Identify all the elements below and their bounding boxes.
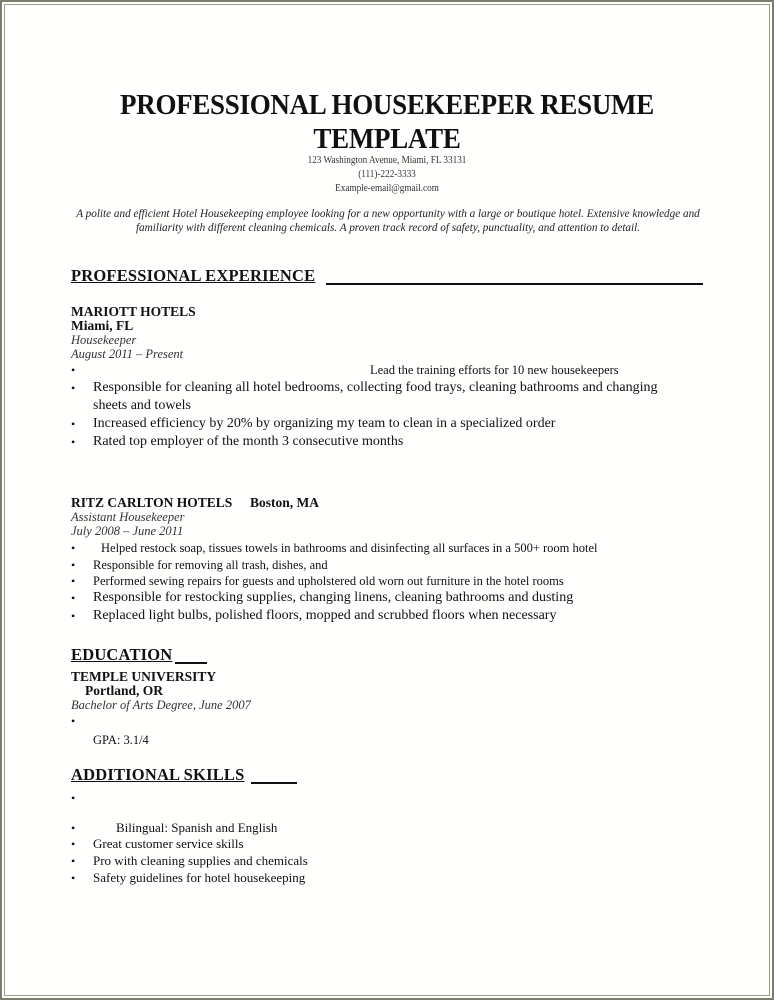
job-role: Assistant Housekeeper <box>71 510 185 524</box>
section-heading-experience <box>71 266 703 286</box>
employer-location: Boston, MA <box>250 495 320 510</box>
bullet-icon: • <box>71 609 76 623</box>
bullet-icon: • <box>71 837 76 851</box>
section-heading-skills <box>71 765 297 785</box>
heading-underline <box>175 662 207 664</box>
section-heading-text: EDUCATION <box>71 645 173 664</box>
gpa: GPA: 3.1/4 <box>93 733 149 747</box>
job-dates: July 2008 – June 2011 <box>71 524 184 538</box>
employer-location: Miami, FL <box>71 318 134 333</box>
professional-summary: A polite and efficient Hotel Housekeeping employee looking for a new opportunity with a large or boutique hotel. Extensive knowledge and familiarity with different cleaning chemicals. A proven track record of safety, punctuality, and attention to detail. <box>76 208 700 234</box>
bullet-icon: • <box>71 871 76 885</box>
bullet-icon: • <box>71 363 76 377</box>
resume-title-line2: TEMPLATE <box>313 123 461 155</box>
degree: Bachelor of Arts Degree, June 2007 <box>71 698 251 712</box>
contact-phone: (111)-222-3333 <box>358 169 416 180</box>
bullet-icon: • <box>71 381 76 395</box>
bullet-icon: • <box>71 574 76 588</box>
bullet-icon: • <box>71 821 76 835</box>
bullet-icon: • <box>71 558 76 572</box>
bullet-icon: • <box>71 541 76 555</box>
contact-email: Example-email@gmail.com <box>335 183 439 194</box>
job-role: Housekeeper <box>71 333 137 347</box>
bullet-icon: • <box>71 435 76 449</box>
school-location: Portland, OR <box>85 683 164 698</box>
heading-underline <box>251 782 297 784</box>
contact-address: 123 Washington Avenue, Miami, FL 33131 <box>307 155 467 166</box>
section-heading-text: ADDITIONAL SKILLS <box>71 765 245 784</box>
employer-name: MARIOTT HOTELS <box>71 304 196 319</box>
employer-name: RITZ CARLTON HOTELS <box>71 495 233 510</box>
school-name: TEMPLE UNIVERSITY <box>71 669 217 684</box>
bullet-icon: • <box>71 791 76 805</box>
bullet-icon: • <box>71 591 76 605</box>
section-heading-text: PROFESSIONAL EXPERIENCE <box>71 266 316 285</box>
bullet-icon: • <box>71 417 76 431</box>
section-heading-education <box>71 645 207 665</box>
bullet-icon: • <box>71 714 76 728</box>
resume-title-line1: PROFESSIONAL HOUSEKEEPER RESUME <box>120 89 654 121</box>
job-dates: August 2011 – Present <box>71 347 184 361</box>
resume-page: PROFESSIONAL HOUSEKEEPER RESUME TEMPLATE 123 Washington Avenue, Miami, FL 33131 (111)-222-3333 Example-email@gmail.com A polite and efficient Hotel Housekeeping employee looking for a new opportunity with a large or boutique hotel. Extensive knowledge and familiarity with different cleaning chemicals. A proven track record of safety, punctuality, and attention to detail. PROFESSIONAL EXPERIENCE MARIOTT HOTELS Miami, FL Housekeeper August 2011 – Present • Lead the training efforts for 10 new housekeepers • Responsible for cleaning all hotel bedrooms, collecting food trays, cleaning bathrooms and changing sheets and towels • Increased efficiency by 20% by organizing my team to clean in a specialized order • Rated top employer of the month 3 consecutive months RITZ CARLTON HOTELS Boston, MA Assistant Housekeeper July 2008 – June 2011 • Helped restock soap, tissues towels in bathrooms and disinfecting all surfaces in a 500+ room hotel • Responsible for removing all trash, dishes, and • Performed sewing repairs for guests and upholstered old worn out furniture in the hotel rooms • Responsible for restocking supplies, changing linens, cleaning bathrooms and dusting • Replaced light bulbs, polished floors, mopped and scrubbed floors when necessary EDUCATION TEMPLE UNIVERSITY Portland, OR Bachelor of Arts Degree, June 2007 • GPA: 3.1/4 ADDITIONAL SKILLS • • Bilingual: Spanish and English • Great customer service skills • Pro with cleaning supplies and chemicals • Safety guidelines for hotel housekeeping <box>0 0 774 1000</box>
bullet-icon: • <box>71 854 76 868</box>
heading-underline <box>326 283 703 285</box>
